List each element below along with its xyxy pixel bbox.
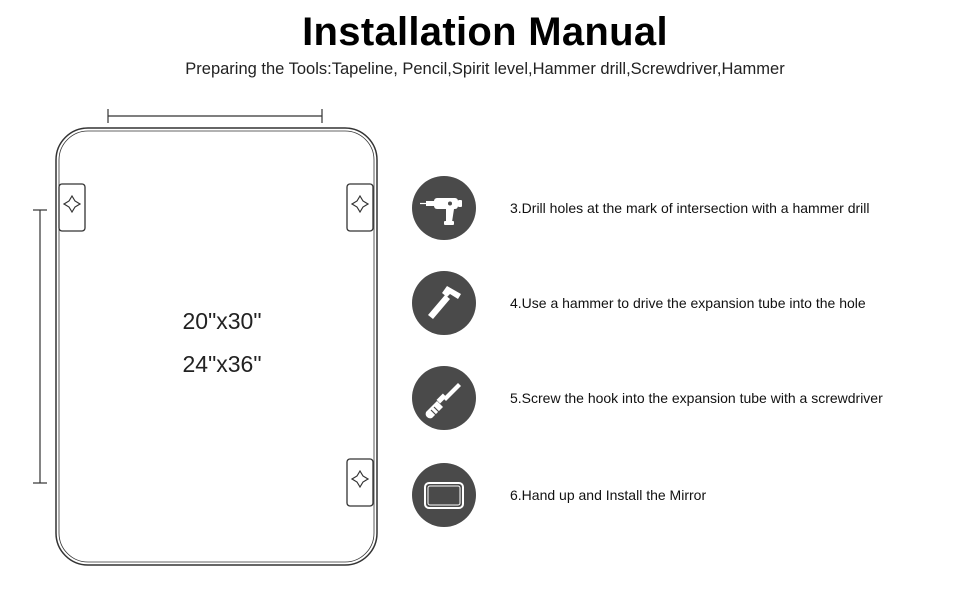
page-title: Installation Manual [302,10,668,54]
hook-bottom-right [347,459,373,506]
step-screwdriver-text: 5.Screw the hook into the expansion tube with a screwdriver [510,390,883,406]
screwdriver-icon [412,366,476,430]
step-hammer [412,271,952,335]
step-drill [412,176,952,240]
height-dimension-line [33,210,47,483]
mirror-outline [56,128,377,565]
hook-top-right [347,184,373,231]
hammer-drill-icon [412,176,476,240]
step-install-text: 6.Hand up and Install the Mirror [510,487,707,503]
size-label-small: 20"x30" [182,308,262,334]
tools-list: Preparing the Tools:Tapeline, Pencil,Spirit level,Hammer drill,Screwdriver,Hammer [185,60,785,78]
width-dimension-line [108,109,322,123]
step-drill-text: 3.Drill holes at the mark of intersection with a hammer drill [510,200,870,216]
step-screwdriver [412,366,952,430]
size-label-large: 24"x36" [182,351,262,377]
step-hammer-text: 4.Use a hammer to drive the expansion tube into the hole [510,295,866,311]
mirror-icon [412,463,476,527]
hammer-icon [412,271,476,335]
hook-top-left [59,184,85,231]
step-install [412,463,952,527]
